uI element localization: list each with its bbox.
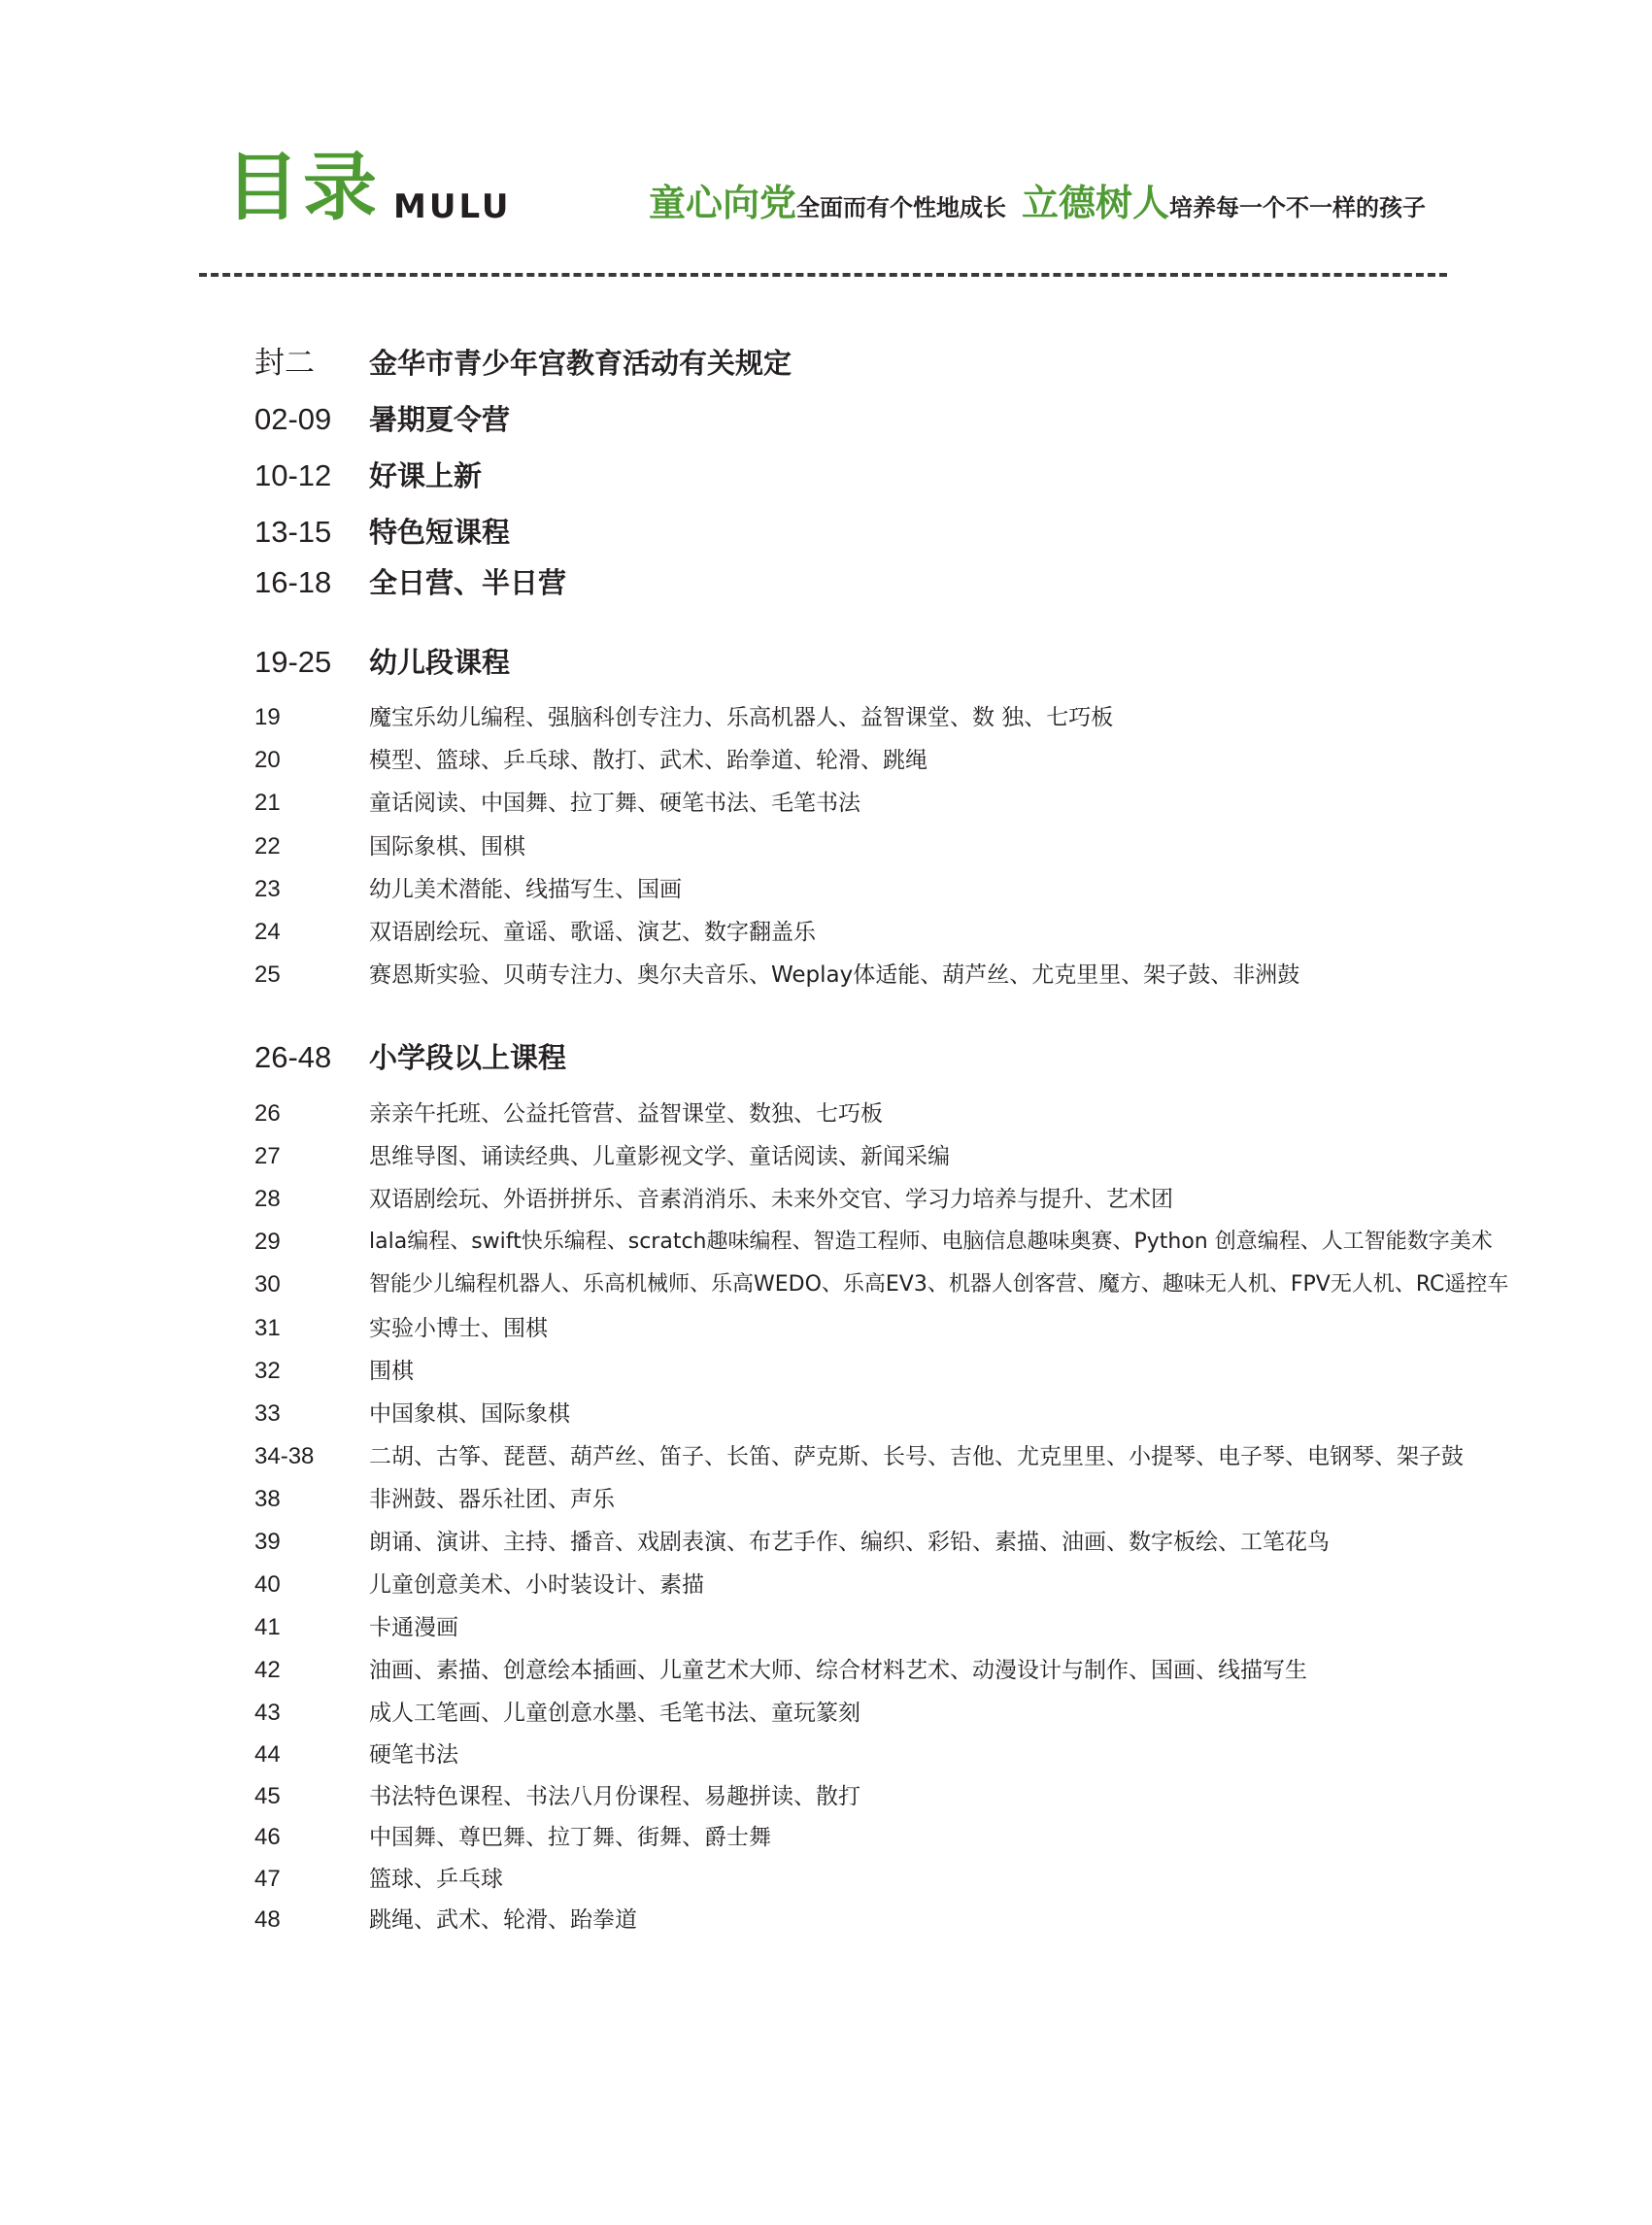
toc-title: 智能少儿编程机器人、乐高机械师、乐高WEDO、乐高EV3、机器人创客营、魔方、趣味无人机、FPV无人机、RC遥控车 bbox=[369, 1272, 1509, 1297]
toc-page: 41 bbox=[254, 1614, 281, 1640]
toc-page: 26-48 bbox=[254, 1040, 332, 1074]
toc-page: 30 bbox=[254, 1271, 281, 1298]
toc-title: 幼儿美术潜能、线描写生、国画 bbox=[369, 877, 682, 902]
toc-title: 围棋 bbox=[369, 1359, 414, 1384]
toc-title: 双语剧绘玩、外语拼拼乐、音素消消乐、未来外交官、学习力培养与提升、艺术团 bbox=[369, 1187, 1173, 1212]
toc-page: 19 bbox=[254, 704, 281, 730]
toc-page: 32 bbox=[254, 1358, 281, 1384]
toc-title: 跳绳、武术、轮滑、跆拳道 bbox=[369, 1907, 637, 1933]
toc-title: 卡通漫画 bbox=[369, 1615, 458, 1640]
toc-title: 赛恩斯实验、贝萌专注力、奥尔夫音乐、Weplay体适能、葫芦丝、尤克里里、架子鼓、非洲鼓 bbox=[369, 962, 1300, 988]
toc-title: 全日营、半日营 bbox=[369, 566, 567, 599]
toc-page: 42 bbox=[254, 1657, 281, 1683]
toc-page: 16-18 bbox=[254, 565, 332, 599]
toc-title: 中国象棋、国际象棋 bbox=[369, 1401, 570, 1427]
toc-page: 21 bbox=[254, 790, 281, 816]
toc-title: 童话阅读、中国舞、拉丁舞、硬笔书法、毛笔书法 bbox=[369, 791, 860, 816]
toc-page: 02-09 bbox=[254, 402, 332, 436]
toc-title: 二胡、古筝、琵琶、葫芦丝、笛子、长笛、萨克斯、长号、吉他、尤克里里、小提琴、电子琴、电钢琴、架子鼓 bbox=[369, 1444, 1464, 1469]
toc-title: 金华市青少年宫教育活动有关规定 bbox=[369, 347, 792, 380]
page-header bbox=[0, 0, 1652, 291]
page-subtitle: MULU bbox=[393, 187, 512, 226]
toc-page: 33 bbox=[254, 1400, 281, 1427]
toc-page: 26 bbox=[254, 1100, 281, 1127]
slogan-small-2: 培养每一个不一样的孩子 bbox=[1169, 194, 1427, 221]
toc-page: 40 bbox=[254, 1571, 281, 1598]
toc-page: 27 bbox=[254, 1143, 281, 1169]
toc-title: 篮球、乒乓球 bbox=[369, 1867, 503, 1892]
slogan-big-2: 立德树人 bbox=[1022, 182, 1170, 224]
toc-title: 实验小博士、围棋 bbox=[369, 1316, 548, 1341]
toc-title: lala编程、swift快乐编程、scratch趣味编程、智造工程师、电脑信息趣味奥赛、Python 创意编程、人工智能数字美术 bbox=[369, 1230, 1493, 1254]
toc-title: 朗诵、演讲、主持、播音、戏剧表演、布艺手作、编织、彩铅、素描、油画、数字板绘、工笔花鸟 bbox=[369, 1530, 1330, 1555]
toc-page: 19-25 bbox=[254, 645, 332, 679]
toc-page: 23 bbox=[254, 876, 281, 902]
toc-page: 48 bbox=[254, 1906, 281, 1933]
toc-title: 魔宝乐幼儿编程、强脑科创专注力、乐高机器人、益智课堂、数 独、七巧板 bbox=[369, 705, 1114, 730]
toc-page: 13-15 bbox=[254, 515, 332, 549]
toc-page: 22 bbox=[254, 833, 281, 860]
toc-page: 10-12 bbox=[254, 458, 332, 492]
toc-title: 小学段以上课程 bbox=[369, 1041, 567, 1074]
toc-page: 46 bbox=[254, 1824, 281, 1850]
toc-page: 25 bbox=[254, 961, 281, 988]
toc-page: 28 bbox=[254, 1186, 281, 1212]
toc-title: 模型、篮球、乒乓球、散打、武术、跆拳道、轮滑、跳绳 bbox=[369, 748, 927, 773]
toc-title: 成人工笔画、儿童创意水墨、毛笔书法、童玩篆刻 bbox=[369, 1701, 860, 1726]
toc-title: 书法特色课程、书法八月份课程、易趣拼读、散打 bbox=[369, 1784, 860, 1809]
toc-page: 45 bbox=[254, 1783, 281, 1809]
toc-title: 国际象棋、围棋 bbox=[369, 834, 525, 860]
toc-title: 硬笔书法 bbox=[369, 1742, 458, 1768]
toc-page: 44 bbox=[254, 1741, 281, 1768]
toc-page: 38 bbox=[254, 1486, 281, 1512]
toc-page: 43 bbox=[254, 1700, 281, 1726]
toc-page: 31 bbox=[254, 1315, 281, 1341]
toc-title: 亲亲午托班、公益托管营、益智课堂、数独、七巧板 bbox=[369, 1101, 883, 1127]
toc-page: 39 bbox=[254, 1529, 281, 1555]
slogan-big-1: 童心向党 bbox=[649, 182, 797, 224]
toc-page: 20 bbox=[254, 747, 281, 773]
toc-title: 儿童创意美术、小时装设计、素描 bbox=[369, 1572, 704, 1598]
toc-page: 34-38 bbox=[254, 1443, 315, 1469]
toc-title: 油画、素描、创意绘本插画、儿童艺术大师、综合材料艺术、动漫设计与制作、国画、线描写生 bbox=[369, 1658, 1307, 1683]
toc-page: 封二 bbox=[254, 346, 315, 380]
toc-title: 双语剧绘玩、童谣、歌谣、演艺、数字翻盖乐 bbox=[369, 920, 816, 945]
page-title: 目录 bbox=[225, 144, 381, 230]
slogan bbox=[649, 182, 1427, 224]
toc-page: 47 bbox=[254, 1866, 281, 1892]
toc-title: 非洲鼓、器乐社团、声乐 bbox=[369, 1487, 615, 1512]
toc-title: 好课上新 bbox=[369, 459, 483, 492]
toc-title: 暑期夏令营 bbox=[369, 403, 511, 436]
dashed-divider bbox=[199, 273, 1447, 277]
toc-title: 中国舞、尊巴舞、拉丁舞、街舞、爵士舞 bbox=[369, 1825, 771, 1850]
toc-title: 特色短课程 bbox=[369, 516, 511, 549]
toc-title: 思维导图、诵读经典、儿童影视文学、童话阅读、新闻采编 bbox=[369, 1144, 950, 1169]
toc-title: 幼儿段课程 bbox=[369, 646, 511, 679]
toc-page: 29 bbox=[254, 1229, 281, 1255]
slogan-small-1: 全面而有个性地成长 bbox=[796, 194, 1007, 221]
toc-page: 24 bbox=[254, 919, 281, 945]
